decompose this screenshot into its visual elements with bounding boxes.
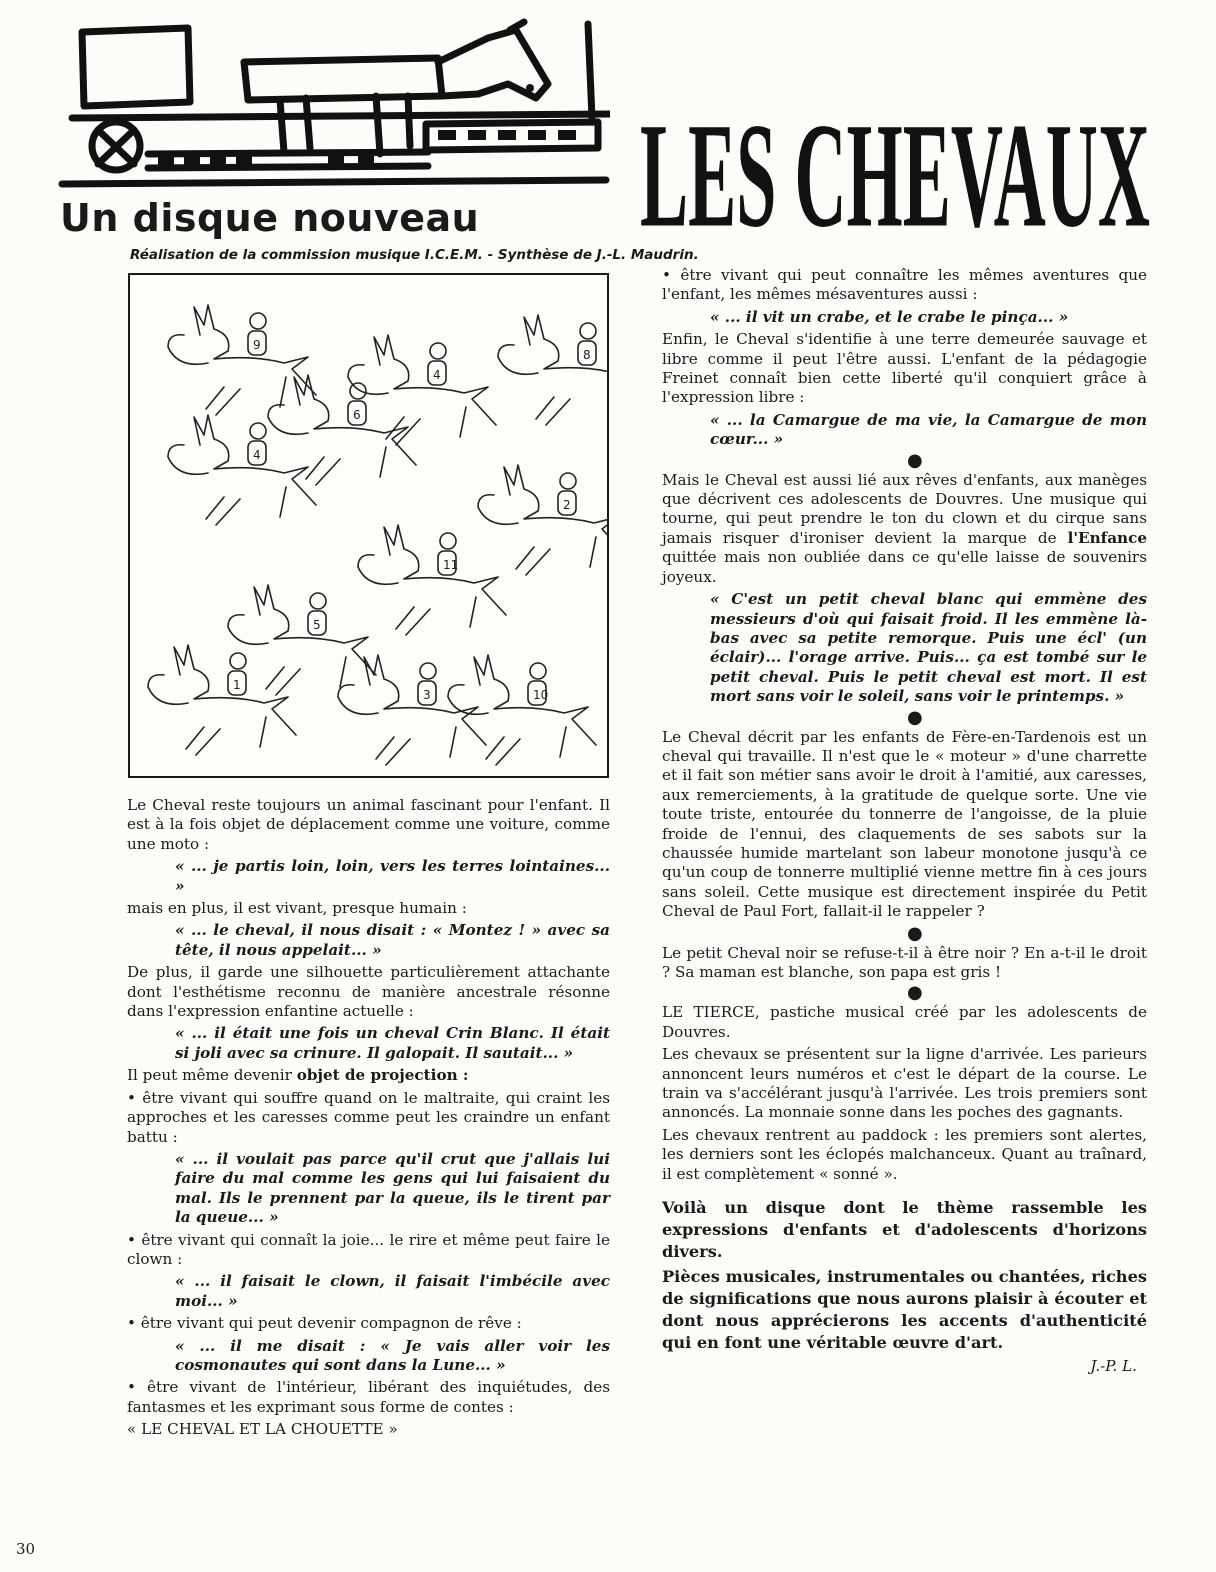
article-subtitle: Un disque nouveau [60, 196, 480, 240]
credit-line: Réalisation de la commission musique I.C.E.M. - Synthèse de J.-L. Maudrin. [130, 247, 699, 263]
quote: « ... il faisait le clown, il faisait l'imbécile avec moi... » [175, 1272, 610, 1310]
horse-with-jockey [478, 465, 607, 575]
jockey-number: 10 [533, 688, 549, 702]
horse-cart-drawing [58, 18, 610, 193]
horse-with-jockey [148, 645, 296, 755]
horse-with-jockey [168, 415, 316, 525]
left-column [127, 796, 610, 1443]
tale-title: « LE CHEVAL ET LA CHOUETTE » [127, 1420, 398, 1439]
paragraph: LE TIERCE, pastiche musical créé par les adolescents de Douvres. [662, 1003, 1147, 1041]
jockey-number: 6 [353, 408, 361, 422]
quote: « ... la Camargue de ma vie, la Camargue de mon cœur... » [710, 410, 1147, 449]
paragraph-text: Mais le Cheval est aussi lié aux rêves d'enfants, aux manèges que décrivent ces adolescents de Douvres. Une musique qui tourne, qui peut prendre le ton du clown et du cirque sans jamais risquer d'ironiser devient la marque de [662, 470, 1147, 547]
paragraph: De plus, il garde une silhouette particulièrement attachante dont l'esthétisme reconnu de manière ancestrale résonne dans l'expression enfantine actuelle : [127, 963, 610, 1021]
paragraph-emphasis: objet de projection : [296, 1066, 469, 1085]
paragraph: Les chevaux se présentent sur la ligne d'arrivée. Les parieurs annoncent leurs numéros et c'est le départ de la course. Le train va s'accélérant jusqu'à l'arrivée. Les trois premiers sont annoncés. La monnaie sonne dans les poches des gagnants. [662, 1045, 1147, 1122]
jockey-number: 4 [253, 448, 261, 462]
race-horses-illustration [130, 275, 607, 776]
quote: « C'est un petit cheval blanc qui emmène des messieurs d'où qui faisait froid. Il les emmène là-bas avec sa petite remorque. Puis une écl' (un éclair)... l'orage arrive. Puis... ça est tombé sur le petit cheval. Puis le petit cheval est mort. Il est mort sans voir le soleil, sans voir le printemps. » [710, 590, 1147, 706]
quote: « ... le cheval, il nous disait : « Montez ! » avec sa tête, il nous appelait... » [175, 921, 610, 959]
horse-with-jockey [268, 375, 416, 485]
bullet-item: • être vivant qui souffre quand on le maltraite, qui craint les approches et les caresses comme peut les craindre un enfant battu : [127, 1089, 610, 1147]
jockey-number: 9 [253, 338, 261, 352]
jockey-number: 4 [433, 368, 441, 382]
article-title-text: LES CHEVAUX [640, 92, 1150, 238]
horse-with-jockey [228, 585, 376, 695]
horse-with-jockey [358, 525, 506, 635]
paragraph-emphasis: l'Enfance [1067, 528, 1147, 547]
right-column [662, 266, 1147, 1379]
paragraph-text: quittée mais non oubliée dans ce qu'elle laisse de souvenirs joyeux. [662, 548, 1147, 586]
article-title [640, 78, 1160, 238]
quote: « ... il voulait pas parce qu'il crut que j'allais lui faire du mal comme les gens qui lui faisaient du mal. Ils le prennent par la queue, ils le tirent par la queue... » [175, 1149, 610, 1227]
bullet-item: • être vivant qui peut connaître les mêmes aventures que l'enfant, les mêmes mésaventures aussi : [662, 266, 1147, 305]
horse-with-jockey [448, 655, 596, 765]
jockey-number: 3 [423, 688, 431, 702]
paragraph: Le Cheval décrit par les enfants de Fère-en-Tardenois est un cheval qui travaille. Il n'est que le « moteur » d'une charrette et il fait son métier sans avoir le droit à l'amitié, aux caresses, aux remerciements, à la gratitude de quelque sorte. Une vie toute triste, entourée du tonnerre de l'angoisse, de la pluie froide de l'ennui, des claquements de ses sabots sur la chaussée humide martelant son labeur monotone jusqu'à ce qu'un coup de tonnerre multiplié vienne mettre fin à ces jours sans soleil. Cette musique est directement inspirée du Petit Cheval de Paul Fort, fallait-il le rappeler ? [662, 727, 1147, 921]
horse-with-jockey [498, 315, 607, 425]
bullet-item: • être vivant qui peut devenir compagnon de rêve : [127, 1314, 610, 1333]
jockey-number: 5 [313, 618, 321, 632]
conclusion-paragraph: Pièces musicales, instrumentales ou chantées, riches de significations que nous aurons plaisir à écouter et dont nous apprécierons les accents d'authenticité qui en font une véritable œuvre d'art. [662, 1267, 1147, 1353]
paragraph: Le Cheval reste toujours un animal fascinant pour l'enfant. Il est à la fois objet de déplacement comme une voiture, comme une moto : [127, 796, 610, 853]
signature: J.-P. L. [1090, 1357, 1137, 1376]
quote: « ... il vit un crabe, et le crabe le pinça... » [710, 307, 1069, 326]
page-number: 30 [16, 1540, 36, 1558]
quote: « ... je partis loin, loin, vers les terres lointaines... » [175, 857, 610, 895]
race-horses-drawing [128, 273, 609, 778]
quote: « ... il me disait : « Je vais aller voir les cosmonautes qui sont dans la Lune... » [175, 1336, 610, 1374]
horse-with-jockey [168, 305, 316, 415]
bullet-item: • être vivant de l'intérieur, libérant des inquiétudes, des fantasmes et les exprimant sous forme de contes : [127, 1378, 610, 1417]
separator-dot: ● [907, 449, 923, 471]
paragraph: Enfin, le Cheval s'identifie à une terre demeurée sauvage et libre comme il peut l'être aussi. L'enfant de la pédagogie Freinet connaît bien cette liberté qu'il conquiert grâce à l'expression libre : [662, 330, 1147, 407]
separator-dot: ● [907, 922, 923, 944]
paragraph: Le petit Cheval noir se refuse-t-il à être noir ? En a-t-il le droit ? Sa maman est blanche, son papa est gris ! [662, 943, 1147, 981]
horse-with-jockey [348, 335, 496, 445]
jockey-number: 1 [233, 678, 241, 692]
jockey-number: 2 [563, 498, 571, 512]
paragraph [662, 471, 1147, 587]
bullet-item: • être vivant qui connaît la joie... le rire et même peut faire le clown : [127, 1231, 610, 1270]
jockey-number: 8 [583, 348, 591, 362]
jockey-number: 11 [443, 558, 459, 572]
separator-dot: ● [907, 982, 923, 1004]
horse-with-jockey [338, 655, 486, 765]
paragraph-text: Il peut même devenir [127, 1066, 297, 1085]
conclusion-paragraph: Voilà un disque dont le thème rassemble les expressions d'enfants et d'adolescents d'horizons divers. [662, 1198, 1147, 1262]
paragraph: Les chevaux rentrent au paddock : les premiers sont alertes, les derniers sont les éclopés malchanceux. Quant au traînard, il est complètement « sonné ». [662, 1125, 1147, 1183]
paragraph [127, 1066, 610, 1085]
quote: « ... il était une fois un cheval Crin Blanc. Il était si joli avec sa crinure. Il galopait. Il sautait... » [175, 1024, 610, 1062]
separator-dot: ● [907, 706, 923, 728]
paragraph: mais en plus, il est vivant, presque humain : [127, 899, 467, 918]
